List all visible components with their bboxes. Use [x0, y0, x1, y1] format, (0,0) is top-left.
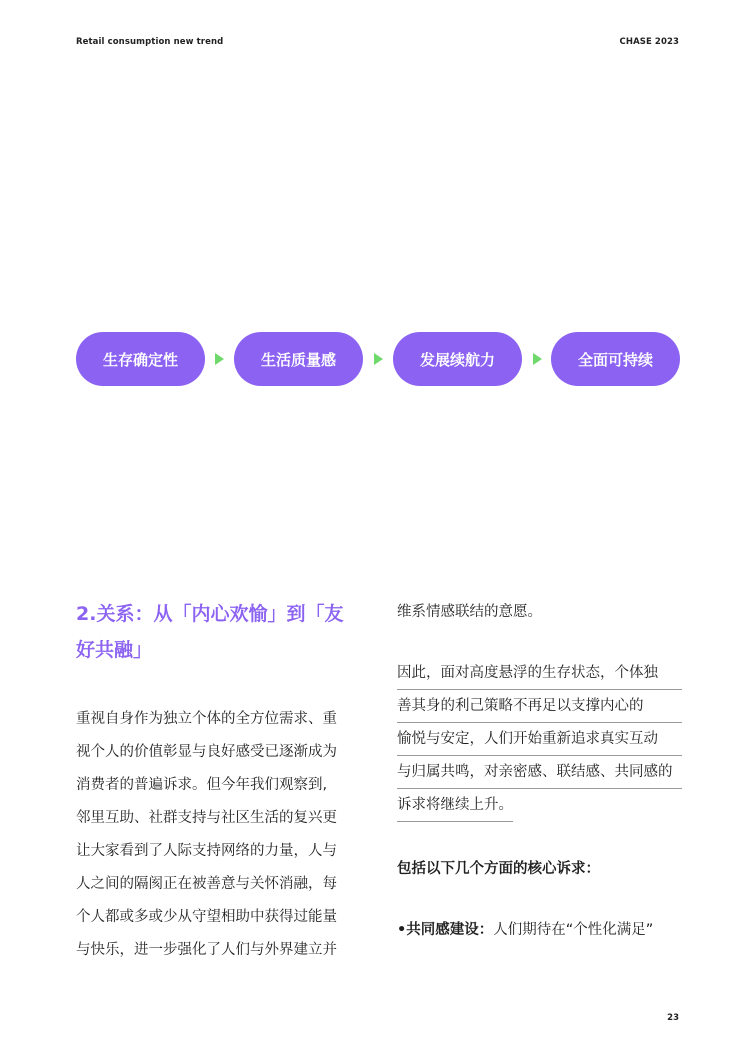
- page-number: 23: [667, 1013, 679, 1023]
- bullet-item: [397, 914, 682, 947]
- flow-step-1: 生存确定性: [76, 332, 205, 386]
- body-line: 视个人的价值彰显与良好感受已逐渐成为: [76, 744, 337, 760]
- underlined-line: 诉求将继续上升。: [397, 789, 513, 822]
- bullet-label: •共同感建设：: [397, 922, 494, 938]
- body-line: 让大家看到了人际支持网络的力量，人与: [76, 843, 337, 859]
- flow-step-3: 发展续航力: [393, 332, 522, 386]
- header-left: Retail consumption new trend: [76, 37, 224, 47]
- body-line: 与快乐，进一步强化了人们与外界建立并: [76, 942, 337, 958]
- right-column: [397, 596, 682, 947]
- continuation-paragraph: 维系情感联结的意愿。: [397, 604, 542, 620]
- underlined-line: 愉悦与安定，人们开始重新追求真实互动: [397, 723, 682, 756]
- section-title: [76, 596, 362, 668]
- flow-step-2: 生活质量感: [234, 332, 363, 386]
- body-line: 邻里互助、社群支持与社区生活的复兴更: [76, 810, 337, 826]
- core-demands-heading: 包括以下几个方面的核心诉求：: [397, 861, 600, 877]
- body-line: 消费者的普遍诉求。但今年我们观察到,: [76, 777, 328, 793]
- section-title-line-1: 2.关系：从「内心欢愉」到「友: [76, 603, 344, 625]
- section-body: [76, 703, 362, 967]
- arrow-right-icon: [374, 353, 383, 365]
- bullet-text: 人们期待在“个性化满足”: [493, 922, 654, 938]
- left-column: [76, 596, 362, 967]
- underlined-line: 善其身的利己策略不再足以支撑内心的: [397, 690, 682, 723]
- section-title-line-2: 好共融」: [76, 639, 153, 661]
- header-right: CHASE 2023: [619, 37, 679, 47]
- underlined-line: 因此，面对高度悬浮的生存状态，个体独: [397, 657, 682, 690]
- arrow-right-icon: [533, 353, 542, 365]
- body-line: 重视自身作为独立个体的全方位需求、重: [76, 711, 337, 727]
- body-line: 人之间的隔阂正在被善意与关怀消融，每: [76, 876, 337, 892]
- underlined-paragraph: [397, 657, 682, 822]
- arrow-right-icon: [215, 353, 224, 365]
- flow-step-4: 全面可持续: [551, 332, 680, 386]
- underlined-line: 与归属共鸣，对亲密感、联结感、共同感的: [397, 756, 682, 789]
- flow-diagram: [76, 332, 680, 386]
- body-line: 个人都或多或少从守望相助中获得过能量: [76, 909, 337, 925]
